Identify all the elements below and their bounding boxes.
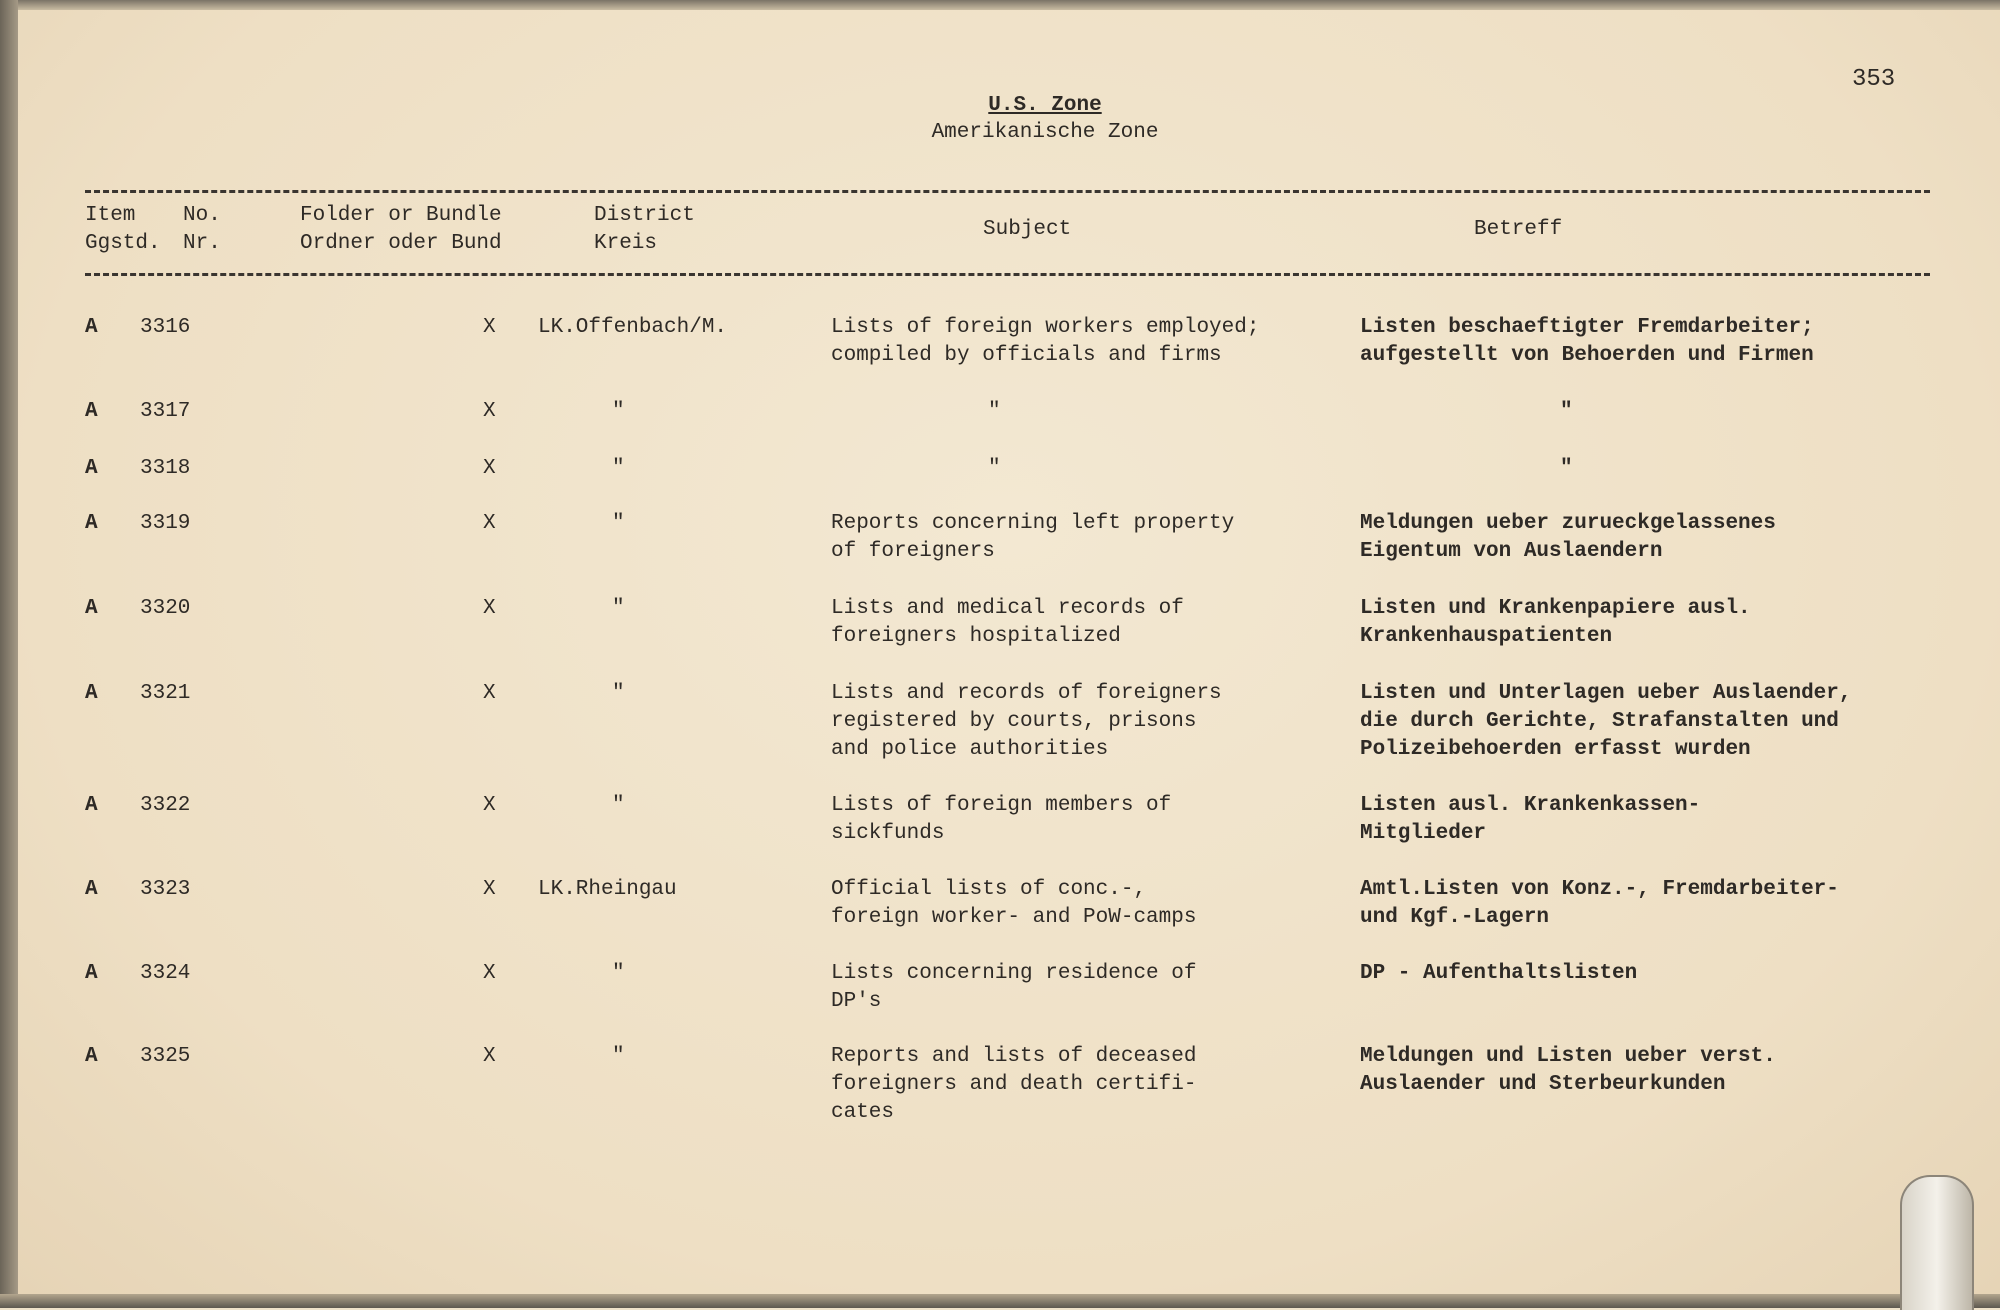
folder-mark: X [483, 457, 496, 480]
item-number: 3321 [140, 682, 191, 705]
subject-line: sickfunds [831, 822, 945, 845]
subject-line: registered by courts, prisons [831, 710, 1197, 733]
table-row [0, 1043, 2000, 1123]
district: " [612, 682, 625, 705]
betreff-line: aufgestellt von Behoerden und Firmen [1360, 344, 1814, 367]
header-item-de: Ggstd. [85, 232, 161, 255]
subject-line: " [988, 457, 1001, 480]
betreff-line: die durch Gerichte, Strafanstalten und [1360, 710, 1839, 733]
subject-line: Lists of foreign workers employed; [831, 316, 1260, 339]
item-number: 3325 [140, 1045, 191, 1068]
item-number: 3316 [140, 316, 191, 339]
item-letter: A [85, 878, 98, 901]
table-row [0, 792, 2000, 872]
page-number: 353 [1852, 66, 1896, 93]
betreff-line: " [1560, 400, 1573, 423]
district: " [612, 400, 625, 423]
item-letter: A [85, 682, 98, 705]
header-district-de: Kreis [594, 232, 658, 255]
item-number: 3317 [140, 400, 191, 423]
district: " [612, 794, 625, 817]
header-divider-top [85, 190, 1930, 193]
document-title: U.S. Zone [988, 94, 1102, 117]
betreff-line: Listen beschaeftigter Fremdarbeiter; [1360, 316, 1814, 339]
subject-line: cates [831, 1101, 895, 1124]
header-divider-bottom [85, 273, 1930, 276]
item-number: 3322 [140, 794, 191, 817]
folder-mark: X [483, 316, 496, 339]
item-letter: A [85, 400, 98, 423]
betreff-line: " [1560, 457, 1573, 480]
page-bottom-edge [0, 1294, 2000, 1308]
item-letter: A [85, 597, 98, 620]
page-top-edge [0, 0, 2000, 10]
subject-line: DP's [831, 990, 882, 1013]
paper-clip [1900, 1175, 1974, 1310]
folder-mark: X [483, 1045, 496, 1068]
subject-line: foreigners and death certifi- [831, 1073, 1197, 1096]
header-item: Item [85, 204, 136, 227]
table-row [0, 680, 2000, 760]
subject-line: compiled by officials and firms [831, 344, 1222, 367]
item-letter: A [85, 316, 98, 339]
folder-mark: X [483, 962, 496, 985]
betreff-line: Listen und Krankenpapiere ausl. [1360, 597, 1751, 620]
subject-line: Reports concerning left property [831, 512, 1235, 535]
document-subtitle: Amerikanische Zone [931, 121, 1159, 144]
folder-mark: X [483, 512, 496, 535]
subject-line: Lists concerning residence of [831, 962, 1197, 985]
item-number: 3319 [140, 512, 191, 535]
item-letter: A [85, 512, 98, 535]
betreff-line: Amtl.Listen von Konz.-, Fremdarbeiter- [1360, 878, 1839, 901]
header-no: No. [183, 204, 221, 227]
folder-mark: X [483, 597, 496, 620]
folder-mark: X [483, 878, 496, 901]
subject-line: Lists of foreign members of [831, 794, 1172, 817]
district: " [612, 512, 625, 535]
subject-line: Lists and medical records of [831, 597, 1184, 620]
betreff-line: Auslaender und Sterbeurkunden [1360, 1073, 1726, 1096]
district: " [612, 962, 625, 985]
subject-line: " [988, 400, 1001, 423]
betreff-line: Listen und Unterlagen ueber Auslaender, [1360, 682, 1852, 705]
betreff-line: Meldungen und Listen ueber verst. [1360, 1045, 1776, 1068]
district: " [612, 597, 625, 620]
item-letter: A [85, 457, 98, 480]
item-number: 3323 [140, 878, 191, 901]
district: LK.Offenbach/M. [538, 316, 728, 339]
subject-line: of foreigners [831, 540, 995, 563]
header-no-de: Nr. [183, 232, 221, 255]
table-row [0, 876, 2000, 956]
betreff-line: und Kgf.-Lagern [1360, 906, 1550, 929]
item-number: 3320 [140, 597, 191, 620]
betreff-line: Eigentum von Auslaendern [1360, 540, 1663, 563]
item-letter: A [85, 794, 98, 817]
table-row [0, 960, 2000, 1040]
header-subject: Subject [983, 218, 1072, 241]
betreff-line: Mitglieder [1360, 822, 1487, 845]
header-betreff: Betreff [1474, 218, 1563, 241]
table-row [0, 314, 2000, 394]
subject-line: and police authorities [831, 738, 1109, 761]
folder-mark: X [483, 682, 496, 705]
item-letter: A [85, 1045, 98, 1068]
header-folder: Folder or Bundle [300, 204, 502, 227]
district: " [612, 1045, 625, 1068]
table-row [0, 595, 2000, 675]
header-district: District [594, 204, 695, 227]
betreff-line: Listen ausl. Krankenkassen- [1360, 794, 1701, 817]
header-folder-de: Ordner oder Bund [300, 232, 502, 255]
betreff-line: Krankenhauspatienten [1360, 625, 1613, 648]
folder-mark: X [483, 400, 496, 423]
table-row [0, 510, 2000, 590]
district: LK.Rheingau [538, 878, 677, 901]
item-number: 3318 [140, 457, 191, 480]
subject-line: Lists and records of foreigners [831, 682, 1222, 705]
district: " [612, 457, 625, 480]
betreff-line: Polizeibehoerden erfasst wurden [1360, 738, 1751, 761]
subject-line: foreigners hospitalized [831, 625, 1121, 648]
folder-mark: X [483, 794, 496, 817]
subject-line: foreign worker- and PoW-camps [831, 906, 1197, 929]
subject-line: Reports and lists of deceased [831, 1045, 1197, 1068]
betreff-line: DP - Aufenthaltslisten [1360, 962, 1638, 985]
betreff-line: Meldungen ueber zurueckgelassenes [1360, 512, 1776, 535]
item-number: 3324 [140, 962, 191, 985]
item-letter: A [85, 962, 98, 985]
subject-line: Official lists of conc.-, [831, 878, 1147, 901]
